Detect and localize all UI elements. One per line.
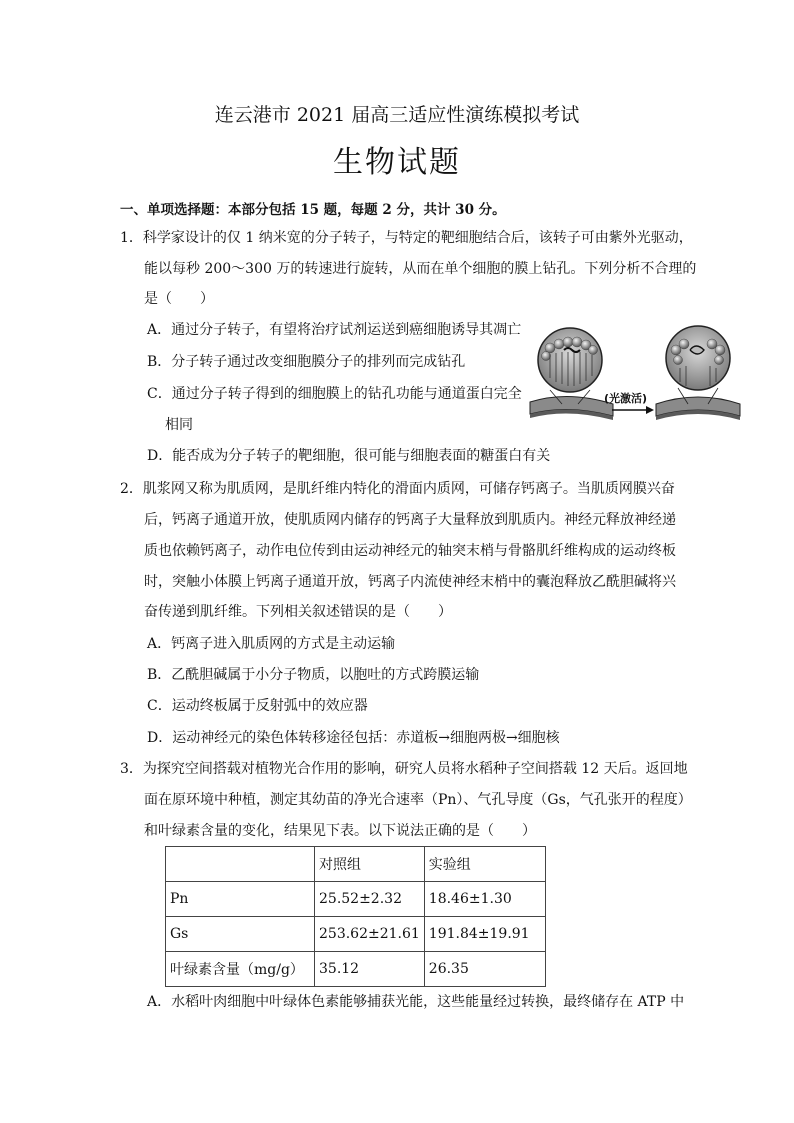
q2-stem-line: 后，钙离子通道开放，使肌质网内储存的钙离子大量释放到肌质内。神经元释放神经递 (144, 512, 676, 528)
results-table (165, 846, 546, 987)
q3-stem-line: 面在原环境中种植，测定其幼苗的净光合速率（Pn）、气孔导度（Gs，气孔张开的程度） (144, 792, 692, 808)
table-row (166, 952, 546, 987)
q3-stem-line: 3．为探究空间搭载对植物光合作用的影响，研究人员将水稻种子空间搭载 12 天后。返回地 (120, 761, 688, 777)
q1-option-c-cont: 相同 (165, 417, 193, 433)
q2-option-d: D．运动神经元的染色体转移途径包括：赤道板→细胞两极→细胞核 (147, 730, 560, 746)
q2-stem-line: 质也依赖钙离子，动作电位传到由运动神经元的轴突末梢与骨骼肌纤维构成的运动终板 (144, 543, 676, 559)
q2-stem-line: 2．肌浆网又称为肌质网，是肌纤维内特化的滑面内质网，可储存钙离子。当肌质网膜兴奋 (120, 481, 675, 497)
table-cell: Gs (166, 917, 315, 952)
table-row (166, 882, 546, 917)
table-row (166, 917, 546, 952)
q1-option-a: A．通过分子转子，有望将治疗试剂运送到癌细胞诱导其凋亡 (147, 322, 522, 338)
q1-stem-line: 能以每秒 200～300 万的转速进行旋转，从而在单个细胞的膜上钻孔。下列分析不合理的 (144, 261, 697, 277)
table-cell: 26.35 (424, 952, 545, 987)
table-cell: 35.12 (315, 952, 425, 987)
section-heading: 一、单项选择题：本部分包括 15 题，每题 2 分，共计 30 分。 (120, 202, 506, 218)
exam-title: 连云港市 2021 届高三适应性演练模拟考试 (214, 104, 580, 126)
q2-option-b: B．乙酰胆碱属于小分子物质，以胞吐的方式跨膜运输 (147, 667, 480, 683)
q2-stem-line: 时，突触小体膜上钙离子通道开放，钙离子内流使神经末梢中的囊泡释放乙酰胆碱将兴 (144, 574, 676, 590)
figure-label: (光激活) (604, 392, 648, 405)
table-cell: 191.84±19.91 (424, 917, 545, 952)
q1-option-c: C．通过分子转子得到的细胞膜上的钻孔功能与通道蛋白完全 (147, 386, 522, 402)
membrane-rotor-illustration (528, 320, 743, 435)
q1-option-b: B．分子转子通过改变细胞膜分子的排列而完成钻孔 (147, 354, 466, 370)
q1-stem-line: 1．科学家设计的仅 1 纳米宽的分子转子，与特定的靶细胞结合后，该转子可由紫外光驱动， (120, 230, 693, 246)
table-header-cell (166, 847, 315, 882)
q2-option-c: C．运动终板属于反射弧中的效应器 (147, 698, 368, 714)
table-cell: Pn (166, 882, 315, 917)
q1-stem-line: 是（ ） (144, 291, 214, 307)
q3-option-a: A．水稻叶肉细胞中叶绿体色素能够捕获光能，这些能量经过转换，最终储存在 ATP 中 (147, 994, 685, 1010)
q2-stem-line: 奋传递到肌纤维。下列相关叙述错误的是（ ） (144, 604, 452, 620)
table-cell: 18.46±1.30 (424, 882, 545, 917)
table-cell: 25.52±2.32 (315, 882, 425, 917)
q3-stem-line: 和叶绿素含量的变化，结果见下表。以下说法正确的是（ ） (144, 823, 536, 839)
table-header-row (166, 847, 546, 882)
table-cell: 253.62±21.61 (315, 917, 425, 952)
table-header-cell: 实验组 (424, 847, 545, 882)
q1-option-d: D．能否成为分子转子的靶细胞，很可能与细胞表面的糖蛋白有关 (147, 448, 551, 464)
q2-option-a: A．钙离子进入肌质网的方式是主动运输 (147, 636, 396, 652)
table-cell: 叶绿素含量（mg/g） (166, 952, 315, 987)
subject-title: 生物试题 (333, 145, 461, 180)
table-header-cell: 对照组 (315, 847, 425, 882)
membrane-rotor-figure (528, 320, 743, 435)
